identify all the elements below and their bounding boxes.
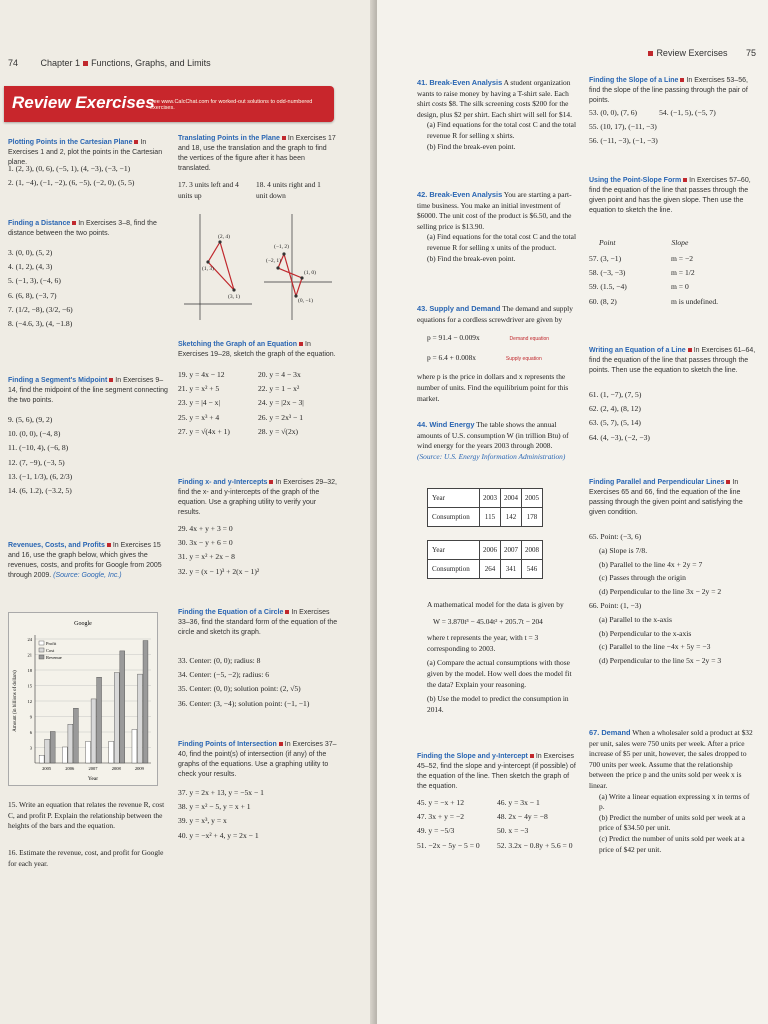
section-circle: Finding the Equation of a Circle In Exercises 33–36, find the standard form of the equation of the circle and sketch its graph. [178, 609, 338, 636]
bar-revenue [73, 708, 78, 763]
banner-title: Review Exercises [12, 93, 155, 112]
figure-17 [182, 212, 254, 324]
bar-profit [39, 755, 44, 763]
google-chart [8, 612, 158, 786]
exercise-list-sketch-left: 19. y = 4x − 12 21. y = x² + 5 23. y = |4 − x| 25. y = x³ + 4 27. y = √(4x + 1) [178, 370, 230, 436]
running-head-right [645, 48, 756, 58]
section-point-slope: Using the Point-Slope Form In Exercises 57–60, find the equation of the line that passes through the given point and has the given slope. Then use the equation to sketch the line. [589, 177, 751, 214]
section-plot: Plotting Points in the Cartesian Plane In Exercises 1 and 2, plot the points in the Cartesian plane. [8, 139, 163, 166]
exercise-list-plot: 1. (2, 3), (0, 6), (−5, 1), (4, −3), (−3, −1) 2. (1, −4), (−1, −2), (6, −5), (−2, 0), (5, 5) [8, 164, 135, 188]
exercise-15: 15. Write an equation that relates the revenue R, cost C, and profit P. Explain the relationship between the heights of the bars and the equation. [8, 800, 165, 831]
exercise-44: 44. Wind Energy The table shows the annual amounts of U.S. consumption W (in trillion Btu) of wind energy for the years 2003 through 2008. (Source: U.S. Energy Information Administration) [417, 420, 569, 461]
exercise-list-distance: 3. (0, 0), (5, 2) 4. (1, 2), (4, 3) 5. (−1, 3), (−4, 6) 6. (6, 8), (−3, 7) 7. (1/2, −8), (3/2, −6) 8. (−4.6, 3), (4, −1.8) [8, 248, 73, 329]
exercise-42: 42. Break-Even Analysis You are starting a part-time business. You make an initial investment of $6000. The unit cost of the product is $6.50, and the selling price is $13.90. (a) Find equations for the total cost C and the total revenue R for selling x units of the product. (b) Find the break-even point. [417, 190, 577, 263]
exercise-list-point-slope: 57. (3, −1) m = −2 58. (−3, −3) m = 1/2 59. (1.5, −4) m = 0 60. (8, 2) m is undefined. [589, 254, 719, 306]
figure-18 [262, 212, 334, 324]
right-page [377, 0, 768, 1024]
bar-profit [86, 741, 91, 763]
exercise-18: 18. 4 units right and 1 unit down [256, 180, 321, 200]
bar-revenue [120, 651, 125, 763]
chapter-label: Chapter 1 [40, 58, 81, 68]
exercise-list-midpoint: 9. (5, 6), (9, 2) 10. (0, 0), (−4, 8) 11. (−10, 4), (−6, 8) 12. (7, −9), (−3, 5) 13. (−1, 1/3), (6, 2/3) 14. (6, 1.2), (−3.2, 5) [8, 415, 73, 496]
fig18-label: (0, −1) [298, 298, 314, 304]
y-tick-label: 6 [29, 730, 32, 735]
exercise-65: 65. Point: (−3, 6) (a) Slope is 7/8. (b) Parallel to the line 4x + 2y = 7 (c) Passes through the origin (d) Perpendicular to the line 3x − 2y = 2 66. Point: (1, −3) (a) Parallel to the x-axis (b) Perpendicular to the x-axis (c) Parallel to the line −4x + 5y = −3 (d) Perpendicular to the line 5x − 2y = 3 [589, 532, 722, 666]
fig17-label: (1, 3) [202, 266, 214, 272]
section-parallel: Finding Parallel and Perpendicular Lines In Exercises 65 and 66, find the equation of the line passing through the given point and satisfying the given condition. [589, 479, 743, 516]
y-tick-label: 24 [27, 637, 32, 642]
bar-revenue [97, 677, 102, 763]
exercise-41: 41. Break-Even Analysis A student organization wants to raise money by having a T-shirt sale. Each shirt costs $8. The silk screening costs $200 for the design, plus $2 per shirt. Each shirt will sell for $14. (a) Find equations for the total cost C and the total revenue R for selling x shirts. (b) Find the break-even point. [417, 78, 577, 151]
legend-swatch [39, 655, 44, 659]
y-tick-label: 9 [29, 714, 32, 720]
x-tick-label: 2006 [65, 766, 75, 771]
fig18-label: (−2, 1) [266, 258, 282, 264]
chapter-title: Functions, Graphs, and Limits [91, 58, 211, 68]
fig18-label: (1, 0) [304, 270, 316, 276]
bar-revenue [50, 731, 55, 763]
exercise-list-sketch-right: 20. y = 4 − 3x 22. y = 1 − x² 24. y = |2x − 3| 26. y = 2x³ − 1 28. y = √(2x) [258, 370, 304, 436]
bar-profit [109, 741, 114, 763]
wind-table-2: Year 2006 2007 2008 Consumption 264 341 546 [427, 540, 543, 579]
left-page [0, 0, 376, 1024]
review-banner [4, 86, 334, 122]
bar-cost [137, 674, 142, 763]
x-tick-label: 2008 [111, 766, 121, 771]
exercise-list-intersect: 37. y = 2x + 13, y = −5x − 1 38. y = x² − 5, y = x + 1 39. y = x³, y = x 40. y = −x² + 4, y = 2x − 1 [178, 788, 264, 840]
fig17-label: (3, 1) [228, 294, 240, 300]
exercise-17: 17. 3 units left and 4 units up [178, 180, 239, 200]
bar-profit [62, 747, 67, 763]
chart-title: Google [74, 621, 92, 627]
bar-revenue [143, 641, 148, 763]
exercise-44-model: A mathematical model for the data is given by W = 3.870t³ − 45.04t² + 205.7t − 204 where t represents the year, with t = 3 corresponding to 2003. (a) Compare the actual consumptions with those given by the model. How well does the model fit the data? Explain your reasoning. (b) Use the model to predict the consumption in 2014. [427, 600, 572, 714]
x-axis-label: Year [87, 776, 99, 782]
exercise-16: 16. Estimate the revenue, cost, and profit for Google for each year. [8, 848, 164, 868]
section-distance: Finding a Distance In Exercises 3–8, find the distance between the two points. [8, 220, 157, 237]
running-head-title: Review Exercises [656, 48, 728, 58]
y-tick-label: 21 [27, 652, 32, 658]
section-translate: Translating Points in the Plane In Exercises 17 and 18, use the translation and the graph to find the vertices of the figure after it has been translated. [178, 135, 336, 172]
exercise-43: 43. Supply and Demand The demand and supply equations for a cordless screwdriver are given by p = 91.4 − 0.009x Demand equation p = 6.4 + 0.008x Supply equation where p is the price in dollars and x represents the number of units. Find the equilibrium point for this market. [417, 304, 573, 403]
exercise-list-two-points: 61. (1, −7), (7, 5) 62. (2, 4), (8, 12) 63. (5, 7), (5, 14) 64. (4, −3), (−2, −3) [589, 390, 650, 442]
exercise-67: 67. Demand When a wholesaler sold a product at $32 per unit, sales were 750 units per week. After a price increase of $5 per unit, however, the sales dropped to 700 units per week. Assume that the relationship between the price p and the units sold per week x is linear. (a) Write a linear equation expressing x in terms of p. (b) Predict the number of units sold per week at a price of $34.50 per unit. (c) Predict the number of units sold per week at a price of $42 per unit. [589, 728, 753, 854]
exercise-list-slope-int-right: 46. y = 3x − 1 48. 2x − 4y = −8 50. x = −3 52. 3.2x − 0.8y + 5.6 = 0 [497, 798, 573, 850]
legend-label: Profit [46, 641, 57, 646]
bar-cost [45, 739, 50, 763]
legend-swatch [39, 641, 44, 645]
exercise-list-intercepts: 29. 4x + y + 3 = 0 30. 3x − y + 6 = 0 31. y = x² + 2x − 8 32. y = (x − 1)³ + 2(x − 1)² [178, 524, 260, 576]
bar-cost [114, 673, 119, 763]
page-number: 75 [745, 48, 756, 58]
x-tick-label: 2007 [88, 766, 98, 771]
x-tick-label: 2009 [134, 766, 144, 771]
page-number: 74 [8, 58, 19, 68]
section-two-points: Writing an Equation of a Line In Exercises 61–64, find the equation of the line that passes through the points. Then use the equation to sketch the line. [589, 347, 756, 374]
bar-cost [91, 699, 96, 763]
exercise-list-slope: 53. (0, 0), (7, 6) 54. (−1, 5), (−5, 7) 55. (10, 17), (−11, −3) 56. (−11, −3), (−1, −3) [589, 108, 716, 146]
section-sketch: Sketching the Graph of an Equation In Exercises 19–28, sketch the graph of the equation. [178, 341, 336, 358]
y-tick-label: 15 [27, 683, 32, 689]
bar-cost [68, 724, 73, 763]
legend-swatch [39, 648, 44, 652]
section-revenue: Revenues, Costs, and Profits In Exercises 15 and 16, use the graph below, which gives the revenues, costs, and profits for Google from 2005 through 2009. (Source: Google, Inc.) [8, 542, 162, 579]
section-slope: Finding the Slope of a Line In Exercises 53–56, find the slope of the line passing through the pair of points. [589, 77, 748, 104]
google-bar-chart [9, 613, 157, 785]
point-slope-headers: Point Slope [599, 238, 689, 247]
x-tick-label: 2005 [42, 766, 52, 771]
running-head-left [8, 58, 211, 68]
banner-note: See www.CalcChat.com for worked-out solutions to odd-numbered exercises. [150, 99, 313, 111]
section-slope-intercept: Finding the Slope and y-Intercept In Exercises 45–52, find the slope and y-intercept (if possible) of the equation of the line. Then sketch the graph of the equation. [417, 753, 576, 790]
y-axis-label: Amount (in billions of dollars) [13, 670, 18, 732]
fig17-label: (2, 4) [218, 234, 230, 240]
y-tick-label: 3 [29, 745, 32, 751]
exercise-list-slope-int-left: 45. y = −x + 12 47. 3x + y = −2 49. y = −5/3 51. −2x − 5y − 5 = 0 [417, 798, 480, 850]
wind-table-1: Year 2003 2004 2005 Consumption 115 142 178 [427, 488, 543, 527]
y-tick-label: 18 [27, 668, 32, 673]
legend-label: Cost [46, 648, 55, 653]
fig18-label: (−1, 2) [274, 244, 290, 250]
section-midpoint: Finding a Segment's Midpoint In Exercises 9–14, find the midpoint of the line segment connecting the two points. [8, 377, 168, 404]
legend-label: Revenue [46, 655, 62, 660]
bar-profit [132, 729, 137, 763]
y-tick-label: 12 [27, 699, 32, 704]
section-intersect: Finding Points of Intersection In Exercises 37–40, find the point(s) of intersection (if any) of the graphs of the equations. Use a graphing utility to check your results. [178, 741, 337, 778]
exercise-list-circle: 33. Center: (0, 0); radius: 8 34. Center: (−5, −2); radius: 6 35. Center: (0, 0); solution point: (2, √5) 36. Center: (3, −4); solution point: (−1, −1) [178, 656, 310, 708]
section-intercepts: Finding x- and y-Intercepts In Exercises 29–32, find the x- and y-intercepts of the graph of the equation. Use a graphing utility to verify your results. [178, 479, 337, 516]
